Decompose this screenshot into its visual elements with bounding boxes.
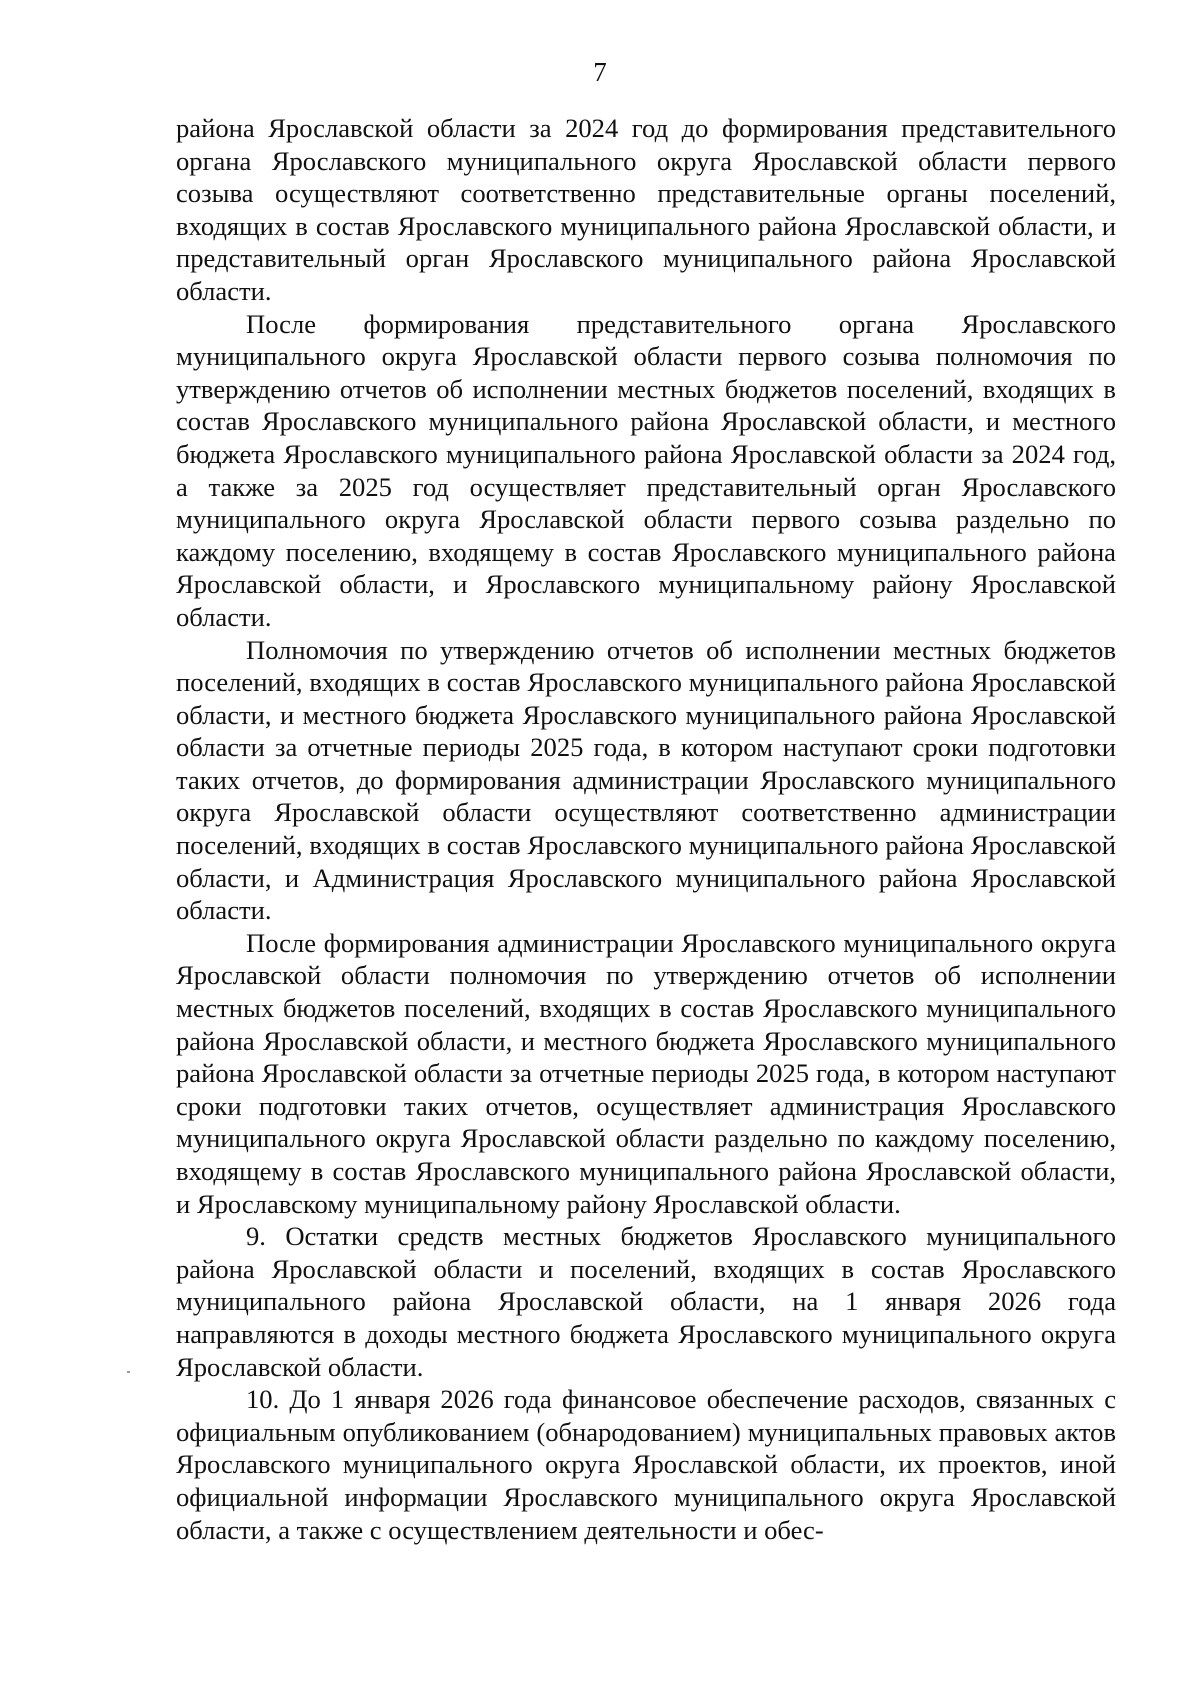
paragraph-reporting-periods-administrations: Полномочия по утверждению отчетов об исполнении местных бюджетов поселений, входящих в состав Ярославского муниципального района Ярославской области, и местного бюджета Ярославского муниципального района Ярославской области за отчетные периоды 2025 года, в котором наступают сроки подготовки таких отчетов, до формирования администрации Ярославского муниципального округа Ярославской области осуществляют соответственно администрации поселений, входящих в состав Ярославского муниципального района Ярославской области, и Администрация Ярославского муниципального района Ярославской области. [176,634,1116,926]
paragraph-continuation: района Ярославской области за 2024 год до формирования представительного органа Ярославского муниципального округа Ярославской области первого созыва осуществляют соответственно представительные органы поселений, входящих в состав Ярославского муниципального района Ярославской области, и представительный орган Ярославского муниципального района Ярославской области. [176,113,1116,306]
paragraph-representative-body-reports: После формирования представительного органа Ярославского муниципального округа Ярославской области первого созыва полномочия по утверждению отчетов об исполнении местных бюджетов поселений, входящих в состав Ярославского муниципального района Ярославской области, и местного бюджета Ярославского муниципального района Ярославской области за 2024 год, а также за 2025 год осуществляет представительный орган Ярославского муниципального округа Ярославской области первого созыва раздельно по каждому поселению, входящему в состав Ярославского муниципального района Ярославской области, и Ярославского муниципальному району Ярославской области. [176,308,1116,632]
page-number: 7 [593,57,607,87]
scan-speck [127,1371,130,1373]
document-body [176,112,1116,1546]
paragraph-item-9-budget-balances: 9. Остатки средств местных бюджетов Ярославского муниципального района Ярославской области и поселений, входящих в состав Ярославского муниципального района Ярославской области, на 1 января 2026 года направляются в доходы местного бюджета Ярославского муниципального округа Ярославской области. [176,1221,1116,1382]
paragraph-item-10-publication-financing: 10. До 1 января 2026 года финансовое обеспечение расходов, связанных с официальным опубликованием (обнародованием) муниципальных правовых актов Ярославского муниципального округа Ярославской области, их проектов, иной официальной информации Ярославского муниципального округа Ярославской области, а также с осуществлением деятельности и обес- [176,1384,1116,1545]
paragraph-administration-reports: После формирования администрации Ярославского муниципального округа Ярославской области полномочия по утверждению отчетов об исполнении местных бюджетов поселений, входящих в состав Ярославского муниципального района Ярославской области, и местного бюджета Ярославского муниципального района Ярославской области за отчетные периоды 2025 года, в котором наступают сроки подготовки таких отчетов, осуществляет администрация Ярославского муниципального округа Ярославской области раздельно по каждому поселению, входящему в состав Ярославского муниципального района Ярославской области, и Ярославскому муниципальному району Ярославской области. [176,927,1116,1219]
